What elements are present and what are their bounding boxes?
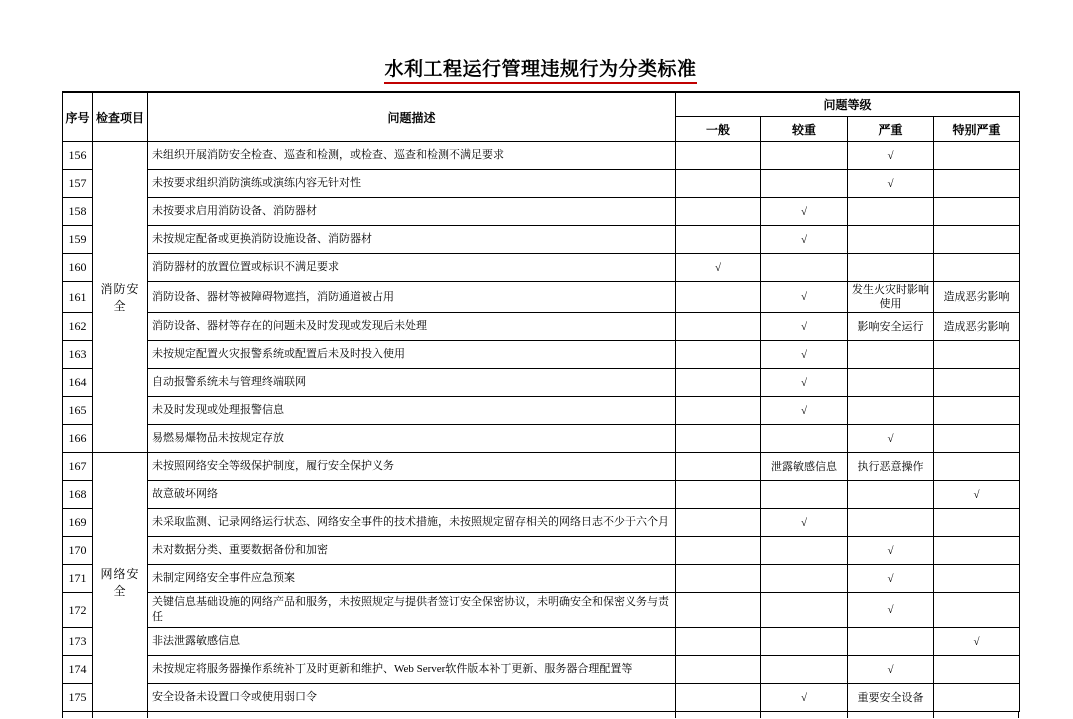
level-cell-severe <box>848 481 934 509</box>
level-cell-general <box>676 453 761 481</box>
level-cell-severe <box>848 226 934 254</box>
level-cell-severe: 发生火灾时影响使用 <box>848 282 934 313</box>
level-cell-severe <box>848 509 934 537</box>
level-cell-severe: √ <box>848 565 934 593</box>
level-cell-severe: √ <box>848 142 934 170</box>
level-cell-moderate <box>761 425 848 453</box>
document-title-text: 水利工程运行管理违规行为分类标准 <box>384 58 696 84</box>
next-row-stub <box>62 712 1019 718</box>
level-cell-moderate <box>761 537 848 565</box>
level-cell-very-severe <box>934 198 1020 226</box>
level-cell-general <box>676 341 761 369</box>
table-body <box>63 142 1020 712</box>
table-row <box>63 565 1020 593</box>
table-row <box>63 397 1020 425</box>
description-cell: 未制定网络安全事件应急预案 <box>148 565 676 593</box>
table-row <box>63 369 1020 397</box>
level-cell-moderate: √ <box>761 684 848 712</box>
table-row <box>63 656 1020 684</box>
description-cell: 消防器材的放置位置或标识不满足要求 <box>148 254 676 282</box>
level-cell-moderate <box>761 170 848 198</box>
table-row <box>63 425 1020 453</box>
header-level-very-severe: 特别严重 <box>934 117 1020 142</box>
level-cell-very-severe <box>934 453 1020 481</box>
serial-cell: 167 <box>63 453 93 481</box>
level-cell-general: √ <box>676 254 761 282</box>
level-cell-moderate: √ <box>761 198 848 226</box>
level-cell-moderate: √ <box>761 313 848 341</box>
level-cell-very-severe: 造成恶劣影响 <box>934 313 1020 341</box>
level-cell-general <box>676 481 761 509</box>
level-cell-severe <box>848 369 934 397</box>
serial-cell: 160 <box>63 254 93 282</box>
serial-cell: 173 <box>63 628 93 656</box>
level-cell-very-severe <box>934 656 1020 684</box>
table-row <box>63 537 1020 565</box>
level-cell-very-severe <box>934 425 1020 453</box>
level-cell-severe <box>848 198 934 226</box>
level-cell-severe: √ <box>848 170 934 198</box>
serial-cell: 172 <box>63 593 93 628</box>
document-title <box>62 58 1019 84</box>
serial-cell: 165 <box>63 397 93 425</box>
serial-cell: 159 <box>63 226 93 254</box>
table-row <box>63 170 1020 198</box>
level-cell-moderate <box>761 628 848 656</box>
table-row <box>63 593 1020 628</box>
level-cell-general <box>676 369 761 397</box>
table-row <box>63 282 1020 313</box>
header-description: 问题描述 <box>148 92 676 142</box>
header-level-group: 问题等级 <box>676 92 1020 117</box>
category-cell: 网络安全 <box>93 453 148 712</box>
description-cell: 消防设备、器材等被障碍物遮挡，消防通道被占用 <box>148 282 676 313</box>
serial-cell: 174 <box>63 656 93 684</box>
serial-cell: 168 <box>63 481 93 509</box>
table-row <box>63 628 1020 656</box>
level-cell-moderate <box>761 254 848 282</box>
level-cell-severe: √ <box>848 425 934 453</box>
description-cell: 未按规定配置火灾报警系统或配置后未及时投入使用 <box>148 341 676 369</box>
level-cell-general <box>676 142 761 170</box>
description-cell: 消防设备、器材等存在的问题未及时发现或发现后未处理 <box>148 313 676 341</box>
table-row <box>63 684 1020 712</box>
level-cell-very-severe <box>934 509 1020 537</box>
table-row <box>63 481 1020 509</box>
description-cell: 未及时发现或处理报警信息 <box>148 397 676 425</box>
description-cell: 非法泄露敏感信息 <box>148 628 676 656</box>
level-cell-very-severe: √ <box>934 481 1020 509</box>
level-cell-very-severe <box>934 684 1020 712</box>
table-row <box>63 313 1020 341</box>
level-cell-general <box>676 397 761 425</box>
level-cell-general <box>676 282 761 313</box>
header-level-severe: 严重 <box>848 117 934 142</box>
description-cell: 关键信息基础设施的网络产品和服务，未按照规定与提供者签订安全保密协议，未明确安全和保密义务与责任 <box>148 593 676 628</box>
level-cell-general <box>676 628 761 656</box>
header-level-general: 一般 <box>676 117 761 142</box>
serial-cell: 171 <box>63 565 93 593</box>
description-cell: 未组织开展消防安全检查、巡查和检测，或检查、巡查和检测不满足要求 <box>148 142 676 170</box>
level-cell-very-severe <box>934 170 1020 198</box>
description-cell: 未采取监测、记录网络运行状态、网络安全事件的技术措施，未按照规定留存相关的网络日志不少于六个月 <box>148 509 676 537</box>
level-cell-very-severe: 造成恶劣影响 <box>934 282 1020 313</box>
description-cell: 未按规定配备或更换消防设施设备、消防器材 <box>148 226 676 254</box>
level-cell-general <box>676 425 761 453</box>
level-cell-general <box>676 565 761 593</box>
header-category: 检查项目 <box>93 92 148 142</box>
header-level-moderate: 较重 <box>761 117 848 142</box>
level-cell-moderate: 泄露敏感信息 <box>761 453 848 481</box>
level-cell-severe: √ <box>848 656 934 684</box>
level-cell-severe: √ <box>848 537 934 565</box>
level-cell-severe <box>848 254 934 282</box>
description-cell: 未按要求启用消防设备、消防器材 <box>148 198 676 226</box>
description-cell: 易燃易爆物品未按规定存放 <box>148 425 676 453</box>
level-cell-very-severe: √ <box>934 628 1020 656</box>
serial-cell: 156 <box>63 142 93 170</box>
level-cell-moderate: √ <box>761 282 848 313</box>
level-cell-very-severe <box>934 593 1020 628</box>
level-cell-general <box>676 198 761 226</box>
table-row <box>63 341 1020 369</box>
level-cell-very-severe <box>934 341 1020 369</box>
description-cell: 未按要求组织消防演练或演练内容无针对性 <box>148 170 676 198</box>
table-container <box>62 91 1019 718</box>
serial-cell: 164 <box>63 369 93 397</box>
level-cell-general <box>676 509 761 537</box>
description-cell: 未按规定将服务器操作系统补丁及时更新和维护、Web Server软件版本补丁更新、服务器合理配置等 <box>148 656 676 684</box>
table-row <box>63 198 1020 226</box>
level-cell-very-severe <box>934 254 1020 282</box>
description-cell: 未按照网络安全等级保护制度，履行安全保护义务 <box>148 453 676 481</box>
level-cell-severe <box>848 628 934 656</box>
table-row <box>63 142 1020 170</box>
table-row <box>63 254 1020 282</box>
level-cell-severe: √ <box>848 593 934 628</box>
description-cell: 自动报警系统未与管理终端联网 <box>148 369 676 397</box>
level-cell-general <box>676 593 761 628</box>
table-row <box>63 453 1020 481</box>
level-cell-general <box>676 170 761 198</box>
description-cell: 未对数据分类、重要数据备份和加密 <box>148 537 676 565</box>
description-cell: 安全设备未设置口令或使用弱口令 <box>148 684 676 712</box>
level-cell-moderate: √ <box>761 509 848 537</box>
description-cell: 故意破坏网络 <box>148 481 676 509</box>
level-cell-very-severe <box>934 369 1020 397</box>
serial-cell: 158 <box>63 198 93 226</box>
level-cell-moderate: √ <box>761 226 848 254</box>
serial-cell: 170 <box>63 537 93 565</box>
serial-cell: 162 <box>63 313 93 341</box>
level-cell-general <box>676 656 761 684</box>
table-row <box>63 509 1020 537</box>
header-serial: 序号 <box>63 92 93 142</box>
level-cell-moderate: √ <box>761 341 848 369</box>
table-header <box>63 92 1020 142</box>
level-cell-very-severe <box>934 397 1020 425</box>
serial-cell: 161 <box>63 282 93 313</box>
level-cell-general <box>676 684 761 712</box>
serial-cell: 175 <box>63 684 93 712</box>
level-cell-moderate <box>761 142 848 170</box>
table-row <box>63 226 1020 254</box>
level-cell-moderate: √ <box>761 369 848 397</box>
level-cell-moderate <box>761 481 848 509</box>
level-cell-severe: 影响安全运行 <box>848 313 934 341</box>
level-cell-moderate <box>761 565 848 593</box>
serial-cell: 169 <box>63 509 93 537</box>
category-cell: 消防安全 <box>93 142 148 453</box>
level-cell-moderate: √ <box>761 397 848 425</box>
level-cell-moderate <box>761 656 848 684</box>
level-cell-severe <box>848 397 934 425</box>
level-cell-very-severe <box>934 226 1020 254</box>
level-cell-general <box>676 226 761 254</box>
level-cell-very-severe <box>934 142 1020 170</box>
level-cell-severe <box>848 341 934 369</box>
level-cell-very-severe <box>934 537 1020 565</box>
level-cell-very-severe <box>934 565 1020 593</box>
serial-cell: 166 <box>63 425 93 453</box>
serial-cell: 163 <box>63 341 93 369</box>
level-cell-moderate <box>761 593 848 628</box>
classification-table <box>62 91 1020 712</box>
level-cell-general <box>676 313 761 341</box>
level-cell-severe: 执行恶意操作 <box>848 453 934 481</box>
serial-cell: 157 <box>63 170 93 198</box>
level-cell-general <box>676 537 761 565</box>
level-cell-severe: 重要安全设备 <box>848 684 934 712</box>
